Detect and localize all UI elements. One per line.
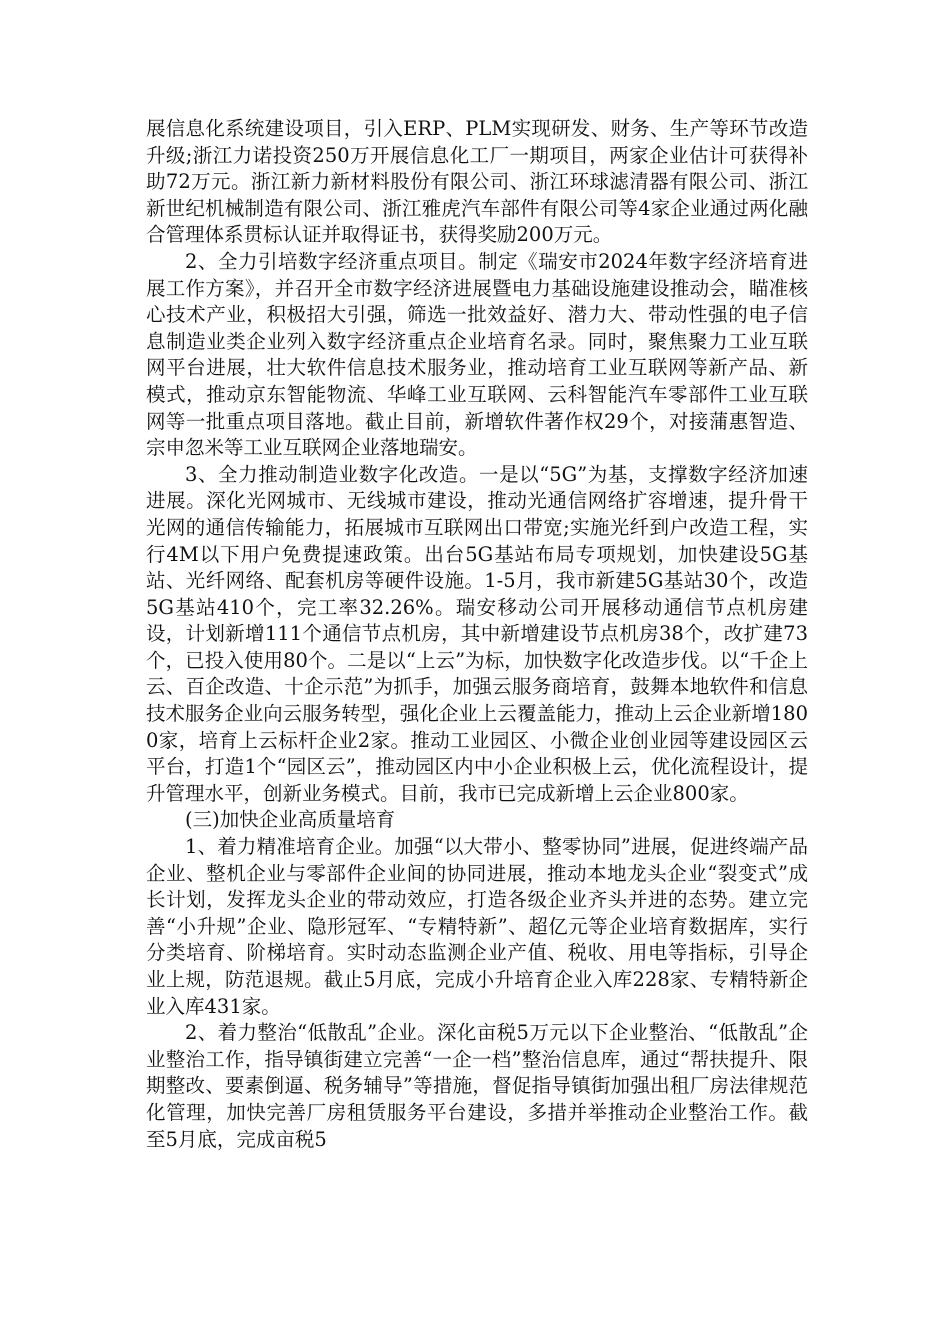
paragraph-continuation: 展信息化系统建设项目，引入ERP、PLM实现研发、财务、生产等环节改造升级;浙江力诺投资250万开展信息化工厂一期项目，两家企业估计可获得补助72万元。浙江新力新材料股份有限公司、浙江环球滤清器有限公司、浙江新世纪机械制造有限公司、浙江雅虎汽车部件有限公司等4家企业通过两化融合管理体系贯标认证并取得证书，获得奖励200万元。 — [146, 117, 808, 247]
paragraph-manufacturing-digitalization: 3、全力推动制造业数字化改造。一是以“5G”为基，支撑数字经济加速进展。深化光网城市、无线城市建设，推动光通信网络扩容增速，提升骨干光网的通信传输能力，拓展城市互联网出口带宽;实施光纤到户改造工程，实行4M以下用户免费提速政策。出台5G基站布局专项规划，加快建设5G基站、光纤网络、配套机房等硬件设施。1-5月，我市新建5G基站30个，改造5G基站410个，完工率32.26%。瑞安移动公司开展移动通信节点机房建设，计划新增111个通信节点机房，其中新增建设节点机房38个，改扩建73个，已投入使用80个。二是以“上云”为标，加快数字化改造步伐。以“千企上云、百企改造、十企示范”为抓手，加强云服务商培育，鼓舞本地软件和信息技术服务企业向云服务转型，强化企业上云覆盖能力，推动上云企业新增1800家，培育上云标杆企业2家。推动工业园区、小微企业创业园等建设园区云平台，打造1个“园区云”，推动园区内中小企业积极上云，优化流程设计，提升管理水平，创新业务模式。目前，我市已完成新增上云企业800家。 — [146, 462, 808, 805]
paragraph-enterprise-cultivation: 1、着力精准培育企业。加强“以大带小、整零协同”进展，促进终端产品企业、整机企业与零部件企业间的协同进展，推动本地龙头企业“裂变式”成长计划，发挥龙头企业的带动效应，打造各级企业齐头并进的态势。建立完善“小升规”企业、隐形冠军、“专精特新”、超亿元等企业培育数据库，实行分类培育、阶梯培育。实时动态监测企业产值、税收、用电等指标，引导企业上规，防范退规。截止5月底，完成小升培育企业入库228家、专精特新企业入库431家。 — [146, 835, 808, 1018]
paragraph-enterprise-rectification: 2、着力整治“低散乱”企业。深化亩税5万元以下企业整治、“低散乱”企业整治工作，指导镇街建立完善“一企一档”整治信息库，通过“帮扶提升、限期整改、要素倒逼、税务辅导”等措施，督促指导镇街加强出租厂房法律规范化管理，加快完善厂房租赁服务平台建设，多措并举推动企业整治工作。截至5月底，完成亩税5 — [146, 1021, 808, 1151]
section-heading: (三)加快企业高质量培育 — [185, 808, 396, 832]
document-body — [146, 116, 808, 1153]
paragraph-digital-economy-projects: 2、全力引培数字经济重点项目。制定《瑞安市2024年数字经济培育进展工作方案》，并召开全市数字经济进展暨电力基础设施建设推动会，瞄准核心技术产业，积极招大引强，筛选一批效益好、潜力大、带动性强的电子信息制造业类企业列入数字经济重点企业培育名录。同时，聚焦聚力工业互联网平台进展，壮大软件信息技术服务业，推动培育工业互联网等新产品、新模式，推动京东智能物流、华峰工业互联网、云科智能汽车零部件工业互联网等一批重点项目落地。截止目前，新增软件著作权29个，对接蒲惠智造、宗申忽米等工业互联网企业落地瑞安。 — [146, 249, 808, 460]
